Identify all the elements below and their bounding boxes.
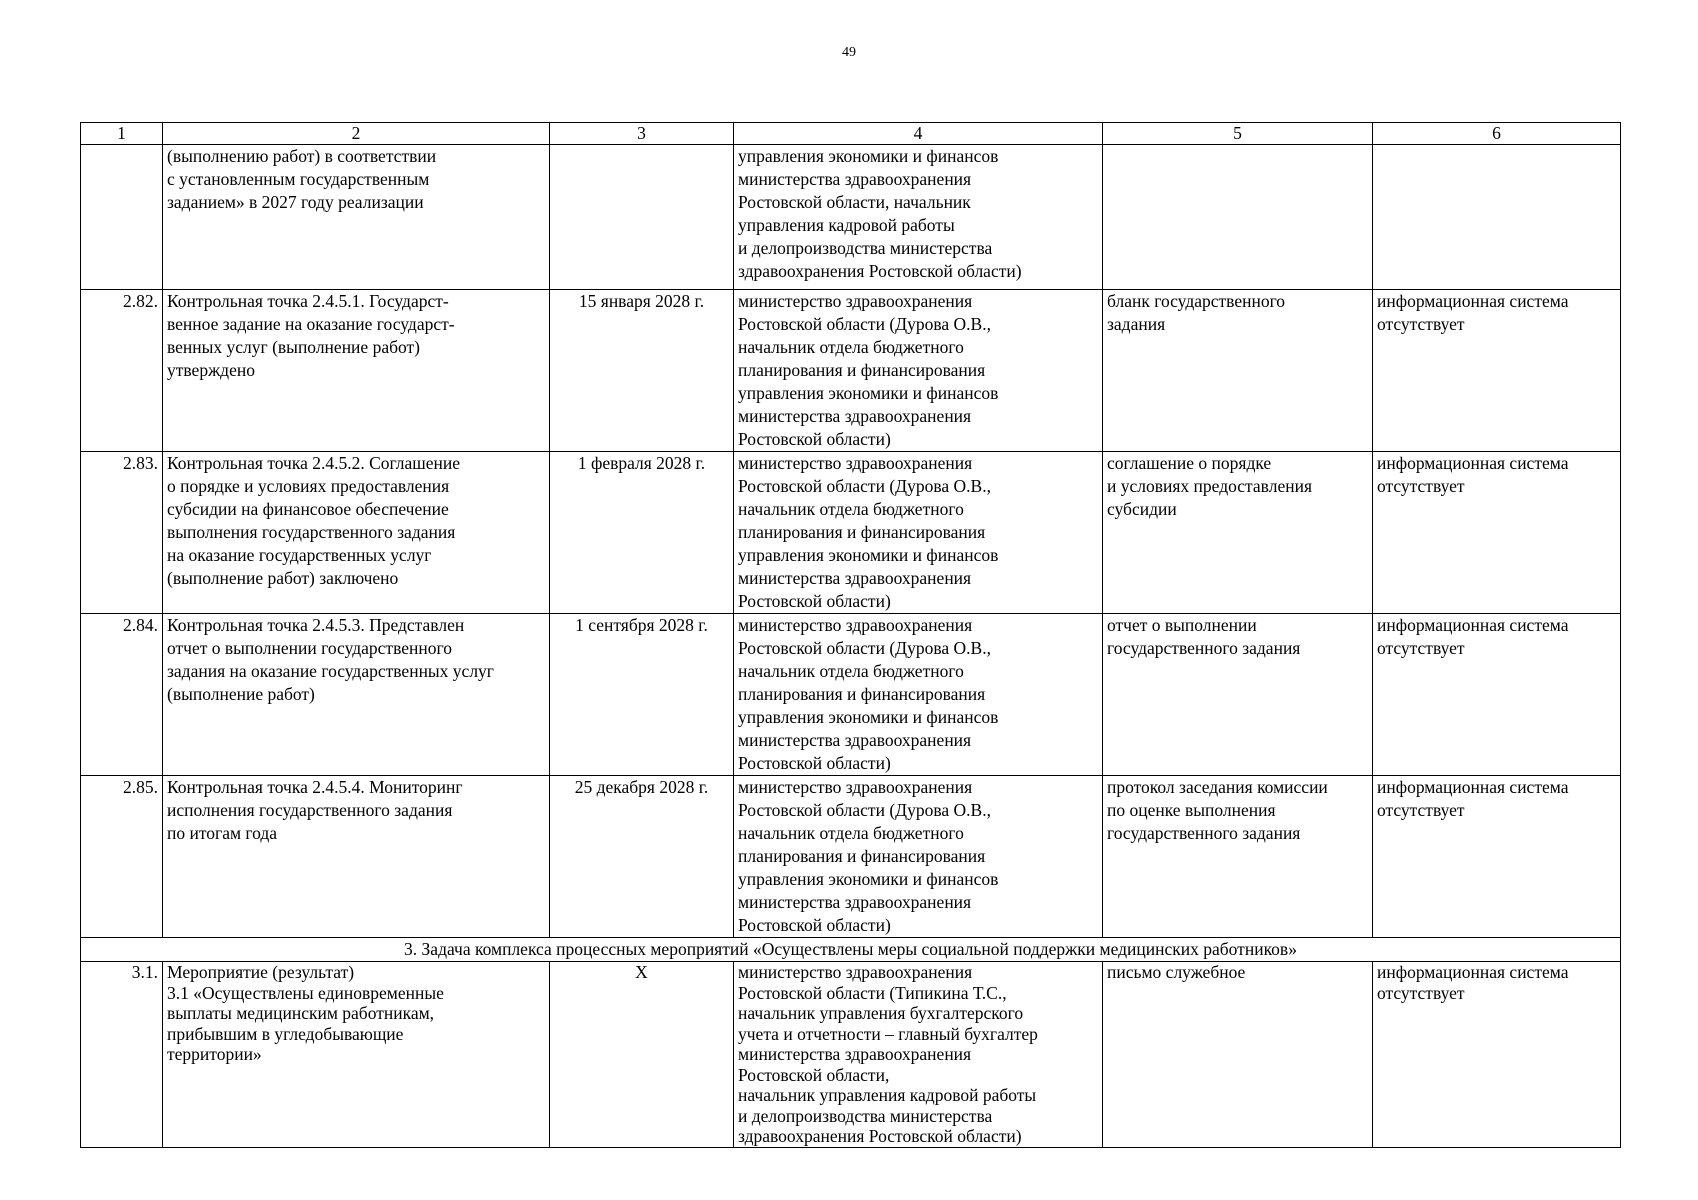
name-cell: Мероприятие (результат) 3.1 «Осуществлены единовременные выплаты медицинским работникам, прибывшим в угледобывающие территории» — [163, 962, 550, 1148]
document-cell: соглашение о порядке и условиях предоставления субсидии — [1103, 452, 1373, 614]
name-cell: Контрольная точка 2.4.5.1. Государст- венное задание на оказание государст- венных услуг (выполнение работ) утверждено — [163, 290, 550, 452]
deadline-cell: 25 декабря 2028 г. — [550, 776, 734, 938]
column-header: 5 — [1103, 123, 1373, 145]
deadline-cell: X — [550, 962, 734, 1148]
name-cell: Контрольная точка 2.4.5.2. Соглашение о порядке и условиях предоставления субсидии на финансовое обеспечение выполнения государственного задания на оказание государственных услуг (выполнение работ) заключено — [163, 452, 550, 614]
section-heading: 3. Задача комплекса процессных мероприятий «Осуществлены меры социальной поддержки медицинских работников» — [81, 938, 1621, 962]
table-row — [81, 290, 1621, 452]
info-system-cell: информационная система отсутствует — [1373, 452, 1621, 614]
table-row — [81, 452, 1621, 614]
page-number: 49 — [842, 45, 856, 60]
column-header: 3 — [550, 123, 734, 145]
column-number-header-row — [81, 123, 1621, 145]
column-header: 1 — [81, 123, 163, 145]
responsible-cell: министерство здравоохранения Ростовской области (Дурова О.В., начальник отдела бюджетного планирования и финансирования управления экономики и финансов министерства здравоохранения Ростовской области) — [734, 614, 1103, 776]
responsible-cell: министерство здравоохранения Ростовской области (Типикина Т.С., начальник управления бухгалтерского учета и отчетности – главный бухгалтер министерства здравоохранения Ростовской области, начальник управления кадровой работы и делопроизводства министерства здравоохранения Ростовской области) — [734, 962, 1103, 1148]
row-number-cell: 2.83. — [81, 452, 163, 614]
deadline-cell: 15 января 2028 г. — [550, 290, 734, 452]
info-system-cell — [1373, 145, 1621, 290]
section-heading-row — [81, 938, 1621, 962]
document-cell: протокол заседания комиссии по оценке выполнения государственного задания — [1103, 776, 1373, 938]
info-system-cell: информационная система отсутствует — [1373, 776, 1621, 938]
row-number-cell: 3.1. — [81, 962, 163, 1148]
document-cell: бланк государственного задания — [1103, 290, 1373, 452]
row-number-cell: 2.85. — [81, 776, 163, 938]
column-header: 2 — [163, 123, 550, 145]
column-header: 6 — [1373, 123, 1621, 145]
responsible-cell: управления экономики и финансов министерства здравоохранения Ростовской области, начальник управления кадровой работы и делопроизводства министерства здравоохранения Ростовской области) — [734, 145, 1103, 290]
document-cell: письмо служебное — [1103, 962, 1373, 1148]
name-cell: Контрольная точка 2.4.5.3. Представлен отчет о выполнении государственного задания на оказание государственных услуг (выполнение работ) — [163, 614, 550, 776]
info-system-cell: информационная система отсутствует — [1373, 290, 1621, 452]
responsible-cell: министерство здравоохранения Ростовской области (Дурова О.В., начальник отдела бюджетного планирования и финансирования управления экономики и финансов министерства здравоохранения Ростовской области) — [734, 776, 1103, 938]
info-system-cell: информационная система отсутствует — [1373, 614, 1621, 776]
responsible-cell: министерство здравоохранения Ростовской области (Дурова О.В., начальник отдела бюджетного планирования и финансирования управления экономики и финансов министерства здравоохранения Ростовской области) — [734, 452, 1103, 614]
document-cell — [1103, 145, 1373, 290]
deadline-cell: 1 февраля 2028 г. — [550, 452, 734, 614]
info-system-cell: информационная система отсутствует — [1373, 962, 1621, 1148]
name-cell: (выполнению работ) в соответствии с установленным государственным заданием» в 2027 году реализации — [163, 145, 550, 290]
activity-plan-table — [80, 122, 1621, 1148]
document-cell: отчет о выполнении государственного задания — [1103, 614, 1373, 776]
row-number-cell — [81, 145, 163, 290]
column-header: 4 — [734, 123, 1103, 145]
table-row — [81, 614, 1621, 776]
deadline-cell — [550, 145, 734, 290]
table-row — [81, 776, 1621, 938]
continuation-row — [81, 145, 1621, 290]
responsible-cell: министерство здравоохранения Ростовской области (Дурова О.В., начальник отдела бюджетного планирования и финансирования управления экономики и финансов министерства здравоохранения Ростовской области) — [734, 290, 1103, 452]
deadline-cell: 1 сентября 2028 г. — [550, 614, 734, 776]
name-cell: Контрольная точка 2.4.5.4. Мониторинг исполнения государственного задания по итогам года — [163, 776, 550, 938]
row-number-cell: 2.84. — [81, 614, 163, 776]
row-number-cell: 2.82. — [81, 290, 163, 452]
table-row — [81, 962, 1621, 1148]
